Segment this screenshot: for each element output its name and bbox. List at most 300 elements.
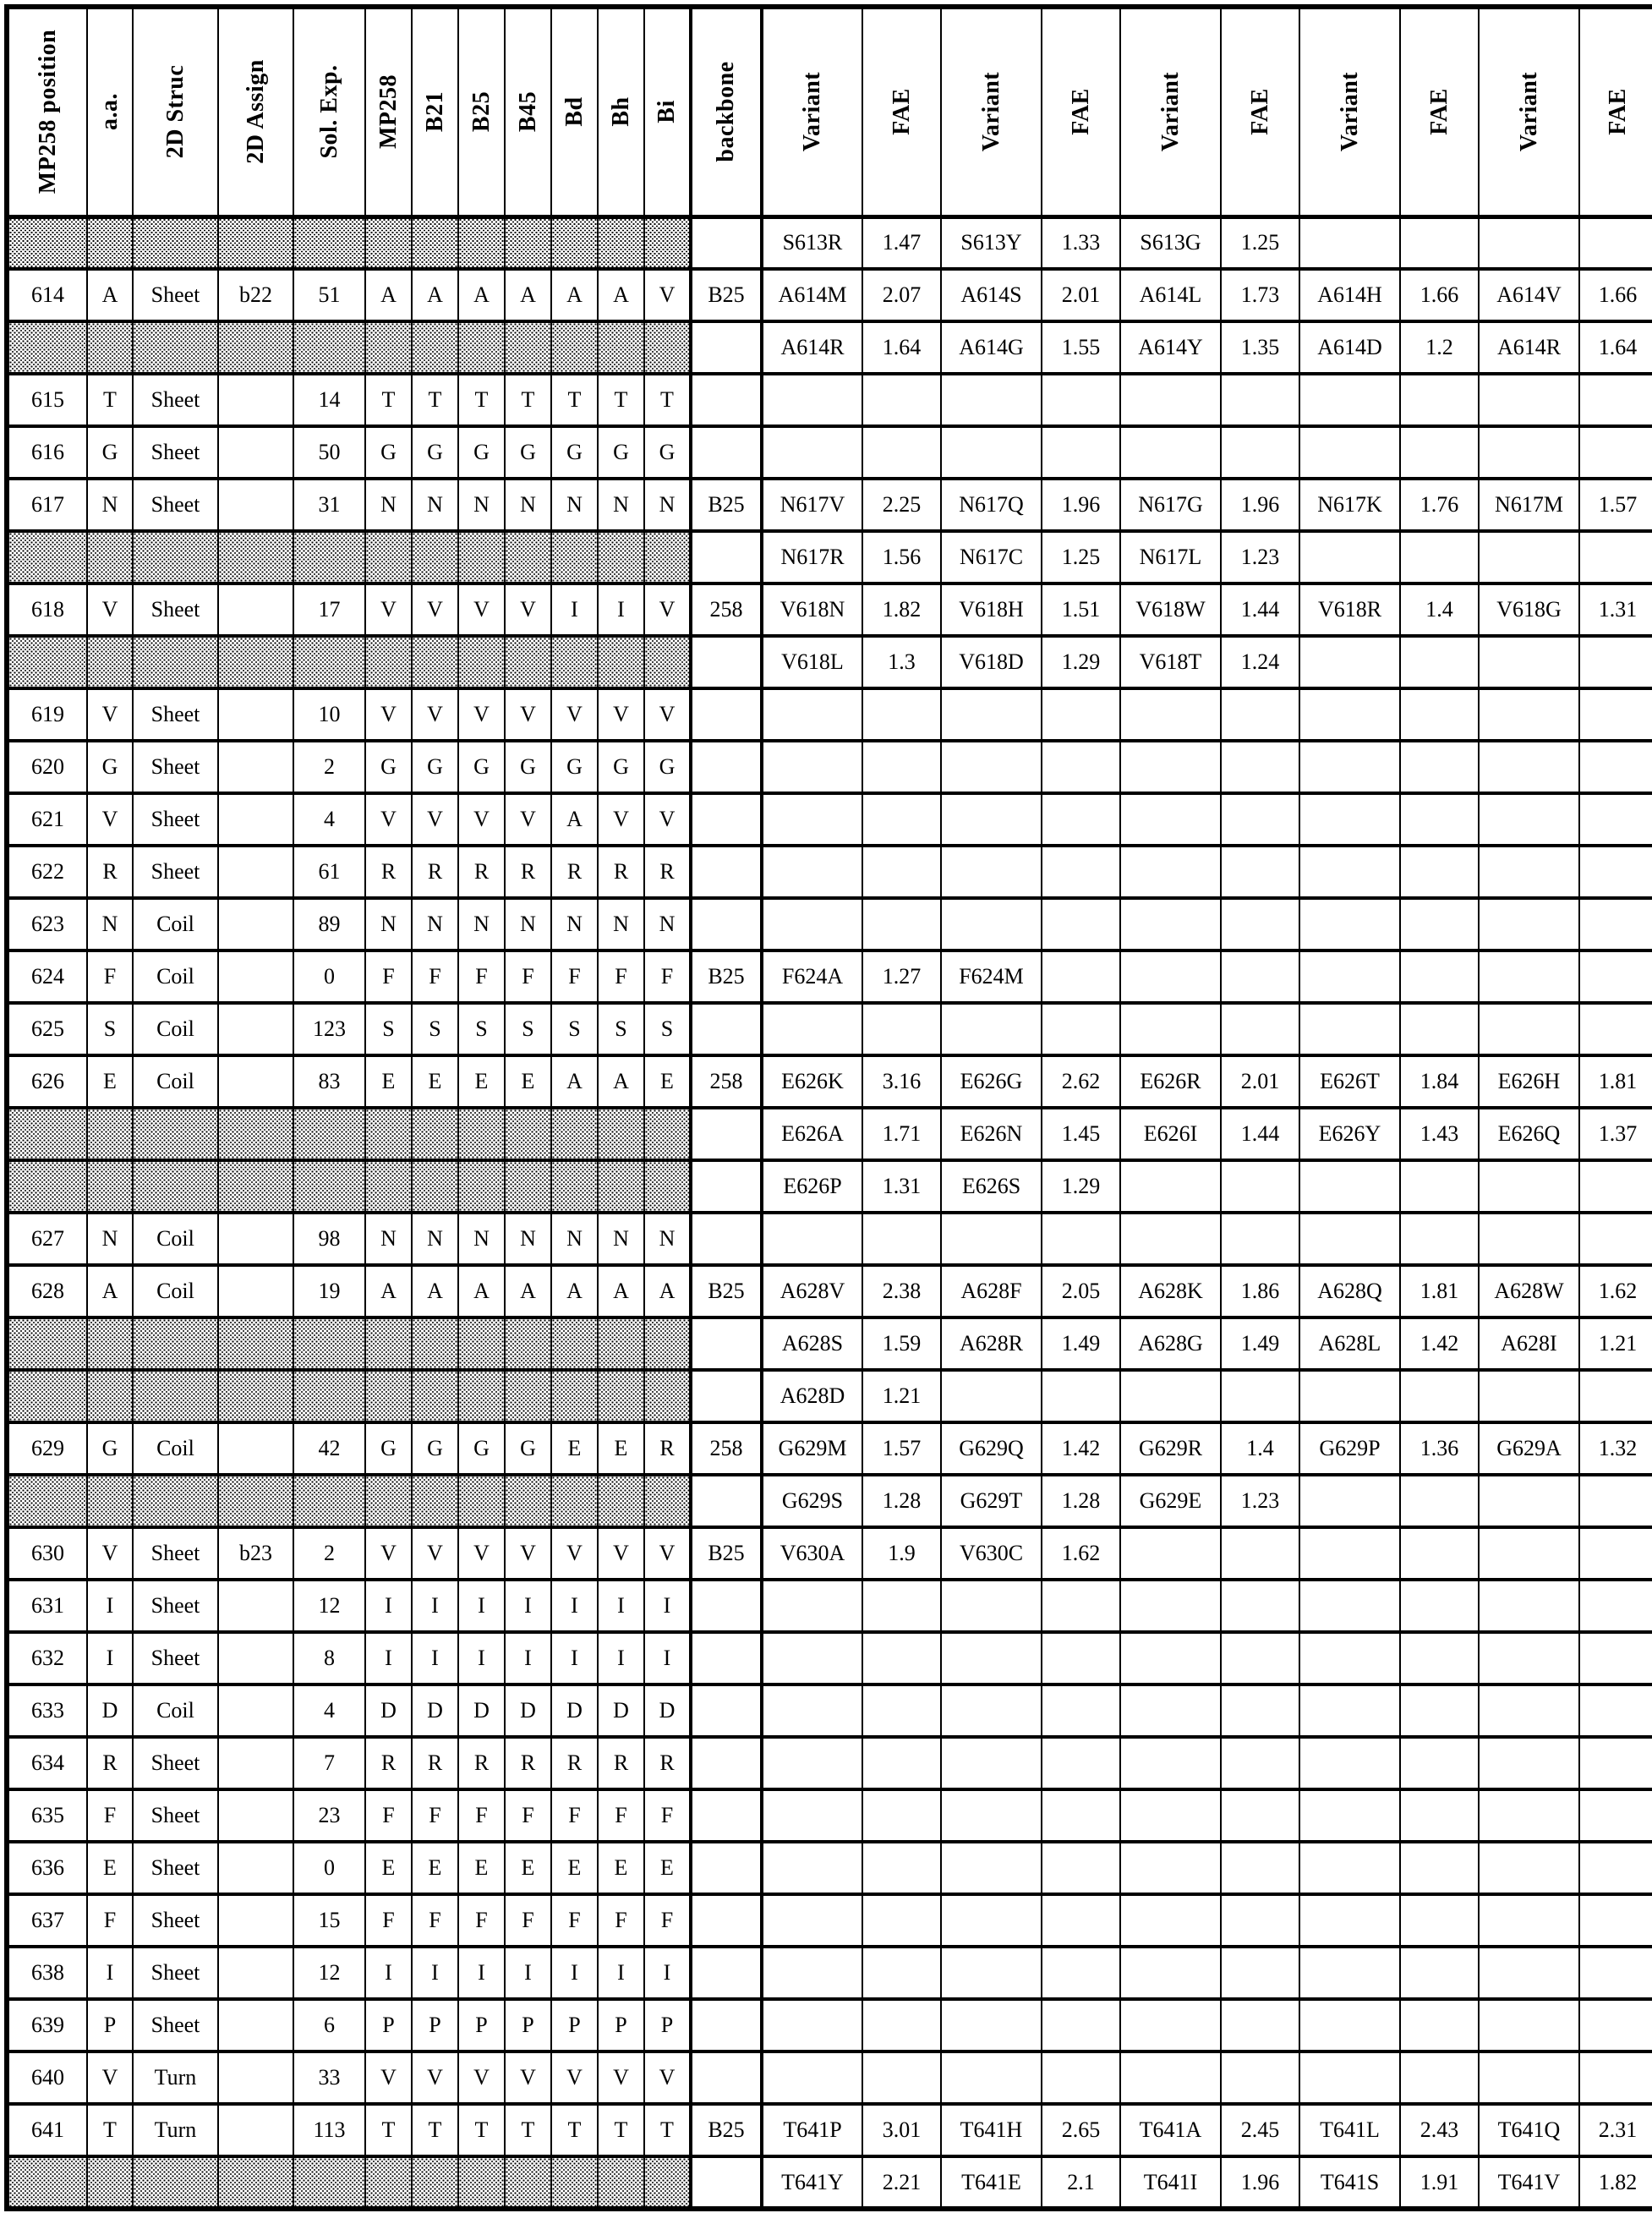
residue-bd-cell: A	[551, 1265, 598, 1317]
fae-cell	[1400, 1789, 1479, 1842]
variant-cell	[762, 1999, 862, 2051]
variant-cell: S613Y	[941, 216, 1042, 269]
position-cell: 628	[7, 1265, 87, 1317]
variant-cell	[762, 1632, 862, 1684]
fae-cell	[1042, 846, 1120, 898]
aa-cell: R	[87, 846, 133, 898]
fae-cell	[1042, 898, 1120, 950]
assign-cell	[218, 1055, 293, 1108]
residue-b25-cell: I	[458, 1580, 505, 1632]
variant-cell: N617M	[1479, 479, 1579, 531]
table-row	[7, 1003, 1652, 1055]
residue-b45-cell: V	[505, 688, 551, 741]
table-row	[7, 1737, 1652, 1789]
residue-bi-cell	[644, 321, 691, 374]
residue-b21-cell: N	[412, 898, 458, 950]
fae-cell	[862, 426, 941, 479]
residue-b25-cell: G	[458, 1422, 505, 1475]
solexp-cell	[293, 2156, 365, 2209]
fae-cell: 1.2	[1400, 321, 1479, 374]
col-header-b25	[458, 7, 505, 216]
fae-cell: 1.3	[862, 636, 941, 688]
variant-cell: N617V	[762, 479, 862, 531]
residue-bh-cell: N	[598, 479, 644, 531]
aa-cell: E	[87, 1055, 133, 1108]
assign-cell	[218, 2104, 293, 2156]
fae-cell	[1221, 793, 1299, 846]
fae-cell	[1579, 2051, 1652, 2104]
backbone-cell: 258	[691, 1055, 762, 1108]
backbone-cell	[691, 1632, 762, 1684]
residue-bd-cell: E	[551, 1422, 598, 1475]
residue-bh-cell: I	[598, 1947, 644, 1999]
residue-bi-cell	[644, 1108, 691, 1160]
fae-cell	[1400, 2051, 1479, 2104]
variant-cell	[1299, 1370, 1400, 1422]
struc-cell: Sheet	[133, 269, 218, 321]
aa-cell: S	[87, 1003, 133, 1055]
residue-mp258-cell: T	[365, 2104, 412, 2156]
backbone-cell: 258	[691, 583, 762, 636]
variant-cell	[1299, 898, 1400, 950]
fae-cell: 1.23	[1221, 1475, 1299, 1527]
position-cell	[7, 1160, 87, 1213]
variant-cell: N617Q	[941, 479, 1042, 531]
fae-cell	[1579, 216, 1652, 269]
residue-bi-cell: N	[644, 1213, 691, 1265]
residue-bd-cell	[551, 2156, 598, 2209]
variant-cell	[941, 688, 1042, 741]
backbone-cell	[691, 1789, 762, 1842]
variant-cell	[1120, 1580, 1221, 1632]
table-row	[7, 1422, 1652, 1475]
fae-cell: 1.57	[1579, 479, 1652, 531]
solexp-cell	[293, 531, 365, 583]
assign-cell	[218, 898, 293, 950]
variant-cell: A628F	[941, 1265, 1042, 1317]
fae-cell	[1400, 374, 1479, 426]
fae-cell	[1221, 1894, 1299, 1947]
fae-cell	[1579, 636, 1652, 688]
variant-cell	[762, 1003, 862, 1055]
fae-cell: 1.23	[1221, 531, 1299, 583]
aa-cell	[87, 636, 133, 688]
variant-cell	[1120, 741, 1221, 793]
struc-cell: Sheet	[133, 846, 218, 898]
aa-cell	[87, 321, 133, 374]
fae-cell	[1221, 1842, 1299, 1894]
residue-b45-cell	[505, 2156, 551, 2209]
residue-b21-cell: R	[412, 1737, 458, 1789]
variant-cell	[941, 1213, 1042, 1265]
fae-cell	[1042, 1370, 1120, 1422]
struc-cell: Turn	[133, 2051, 218, 2104]
residue-bh-cell	[598, 636, 644, 688]
variant-cell	[1479, 1370, 1579, 1422]
residue-bi-cell: V	[644, 688, 691, 741]
residue-b45-cell: A	[505, 269, 551, 321]
col-header-label: 2D Assign	[242, 59, 269, 165]
position-cell: 638	[7, 1947, 87, 1999]
fae-cell	[1400, 1370, 1479, 1422]
fae-cell: 1.33	[1042, 216, 1120, 269]
aa-cell: T	[87, 374, 133, 426]
residue-b25-cell: V	[458, 793, 505, 846]
residue-mp258-cell: R	[365, 1737, 412, 1789]
residue-mp258-cell: G	[365, 426, 412, 479]
fae-cell	[1400, 1213, 1479, 1265]
variant-cell: A614D	[1299, 321, 1400, 374]
assign-cell	[218, 1947, 293, 1999]
table-row	[7, 2104, 1652, 2156]
residue-bd-cell: N	[551, 1213, 598, 1265]
aa-cell: N	[87, 1213, 133, 1265]
aa-cell	[87, 1475, 133, 1527]
residue-bi-cell: E	[644, 1055, 691, 1108]
fae-cell	[1042, 426, 1120, 479]
position-cell: 619	[7, 688, 87, 741]
solexp-cell	[293, 321, 365, 374]
variant-cell	[941, 1842, 1042, 1894]
variant-cell: E626Y	[1299, 1108, 1400, 1160]
table-row	[7, 2051, 1652, 2104]
position-cell	[7, 531, 87, 583]
aa-cell	[87, 1108, 133, 1160]
solexp-cell	[293, 636, 365, 688]
fae-cell	[1579, 1789, 1652, 1842]
variant-cell	[941, 1003, 1042, 1055]
residue-mp258-cell: I	[365, 1632, 412, 1684]
struc-cell	[133, 1108, 218, 1160]
col-header-aa	[87, 7, 133, 216]
fae-cell	[1579, 1213, 1652, 1265]
col-header-label: Variant	[1515, 72, 1542, 152]
fae-cell	[1400, 1632, 1479, 1684]
residue-bd-cell: F	[551, 950, 598, 1003]
variant-cell	[941, 1999, 1042, 2051]
variant-cell	[1479, 1947, 1579, 1999]
solexp-cell: 10	[293, 688, 365, 741]
assign-cell	[218, 426, 293, 479]
fae-cell: 1.66	[1579, 269, 1652, 321]
fae-cell	[1221, 950, 1299, 1003]
residue-b45-cell: F	[505, 1789, 551, 1842]
residue-b21-cell: S	[412, 1003, 458, 1055]
backbone-cell	[691, 1370, 762, 1422]
assign-cell	[218, 374, 293, 426]
residue-b25-cell: R	[458, 1737, 505, 1789]
variant-cell	[1479, 741, 1579, 793]
variant-cell	[1120, 1527, 1221, 1580]
struc-cell	[133, 636, 218, 688]
solexp-cell: 12	[293, 1580, 365, 1632]
fae-cell: 1.71	[862, 1108, 941, 1160]
col-header-label: B21	[421, 91, 448, 133]
variant-cell	[1120, 374, 1221, 426]
variant-cell: V618N	[762, 583, 862, 636]
variant-cell	[941, 1789, 1042, 1842]
variant-cell: V630A	[762, 1527, 862, 1580]
residue-b25-cell: A	[458, 1265, 505, 1317]
residue-b45-cell: S	[505, 1003, 551, 1055]
aa-cell	[87, 1370, 133, 1422]
variant-cell	[1120, 1894, 1221, 1947]
fae-cell	[1579, 1737, 1652, 1789]
aa-cell: V	[87, 583, 133, 636]
position-cell: 622	[7, 846, 87, 898]
solexp-cell: 17	[293, 583, 365, 636]
fae-cell	[1579, 1632, 1652, 1684]
fae-cell	[1221, 898, 1299, 950]
variant-cell	[1120, 1842, 1221, 1894]
residue-b45-cell: D	[505, 1684, 551, 1737]
fae-cell: 1.57	[862, 1422, 941, 1475]
variant-cell	[1479, 688, 1579, 741]
fae-cell	[1042, 1684, 1120, 1737]
solexp-cell	[293, 1370, 365, 1422]
col-header-bi	[644, 7, 691, 216]
residue-mp258-cell: E	[365, 1842, 412, 1894]
variant-cell: E626A	[762, 1108, 862, 1160]
residue-mp258-cell: V	[365, 688, 412, 741]
residue-b25-cell: G	[458, 426, 505, 479]
residue-bh-cell: T	[598, 374, 644, 426]
aa-cell: F	[87, 1894, 133, 1947]
residue-bd-cell: N	[551, 898, 598, 950]
variant-cell: V630C	[941, 1527, 1042, 1580]
solexp-cell: 89	[293, 898, 365, 950]
position-cell: 631	[7, 1580, 87, 1632]
variant-cell	[941, 846, 1042, 898]
fae-cell: 1.28	[862, 1475, 941, 1527]
fae-cell	[1221, 1370, 1299, 1422]
fae-cell: 1.62	[1579, 1265, 1652, 1317]
variant-cell: N617G	[1120, 479, 1221, 531]
struc-cell: Coil	[133, 1003, 218, 1055]
residue-b21-cell	[412, 216, 458, 269]
backbone-cell	[691, 741, 762, 793]
residue-b21-cell	[412, 1317, 458, 1370]
solexp-cell: 42	[293, 1422, 365, 1475]
col-header-fae-4	[1400, 7, 1479, 216]
variant-cell: N617L	[1120, 531, 1221, 583]
residue-bi-cell: F	[644, 1894, 691, 1947]
fae-cell	[1579, 1527, 1652, 1580]
solexp-cell: 113	[293, 2104, 365, 2156]
struc-cell	[133, 1317, 218, 1370]
variant-cell	[1120, 846, 1221, 898]
variant-cell: E626H	[1479, 1055, 1579, 1108]
residue-bi-cell	[644, 1317, 691, 1370]
variant-cell: E626I	[1120, 1108, 1221, 1160]
residue-b21-cell: I	[412, 1947, 458, 1999]
variant-cell	[1479, 1475, 1579, 1527]
variant-cell: G629M	[762, 1422, 862, 1475]
fae-cell	[1042, 688, 1120, 741]
fae-cell: 1.44	[1221, 583, 1299, 636]
assign-cell	[218, 1265, 293, 1317]
backbone-cell: B25	[691, 2104, 762, 2156]
fae-cell	[1579, 1684, 1652, 1737]
continuation-row	[7, 1475, 1652, 1527]
variant-cell	[1120, 1999, 1221, 2051]
residue-b21-cell: T	[412, 2104, 458, 2156]
assign-cell	[218, 1475, 293, 1527]
variant-cell	[762, 1789, 862, 1842]
variant-cell	[1299, 1632, 1400, 1684]
residue-b45-cell: V	[505, 583, 551, 636]
table-row	[7, 1265, 1652, 1317]
fae-cell	[1221, 374, 1299, 426]
residue-bd-cell: R	[551, 1737, 598, 1789]
residue-bh-cell: A	[598, 269, 644, 321]
residue-bh-cell: E	[598, 1422, 644, 1475]
residue-b45-cell	[505, 531, 551, 583]
variant-cell	[1299, 2051, 1400, 2104]
variant-cell	[1120, 1737, 1221, 1789]
residue-bh-cell: V	[598, 688, 644, 741]
position-cell	[7, 1475, 87, 1527]
struc-cell: Sheet	[133, 1842, 218, 1894]
fae-cell: 1.42	[1400, 1317, 1479, 1370]
fae-cell	[1221, 2051, 1299, 2104]
col-header-variant-1	[762, 7, 862, 216]
variant-cell	[941, 1580, 1042, 1632]
residue-bh-cell: V	[598, 2051, 644, 2104]
residue-bh-cell: A	[598, 1055, 644, 1108]
variant-cell	[1479, 2051, 1579, 2104]
fae-cell	[1400, 793, 1479, 846]
table-row	[7, 1684, 1652, 1737]
residue-b45-cell	[505, 1160, 551, 1213]
residue-b45-cell: P	[505, 1999, 551, 2051]
col-header-bd	[551, 7, 598, 216]
col-header-label: Variant	[1336, 72, 1363, 152]
aa-cell: F	[87, 1789, 133, 1842]
table-row	[7, 688, 1652, 741]
assign-cell	[218, 1370, 293, 1422]
residue-bd-cell: P	[551, 1999, 598, 2051]
residue-mp258-cell: F	[365, 950, 412, 1003]
variant-cell	[941, 1737, 1042, 1789]
residue-mp258-cell: A	[365, 269, 412, 321]
fae-cell: 1.43	[1400, 1108, 1479, 1160]
variant-cell: A614S	[941, 269, 1042, 321]
residue-bd-cell	[551, 636, 598, 688]
residue-mp258-cell: V	[365, 1527, 412, 1580]
variant-cell	[1299, 846, 1400, 898]
assign-cell	[218, 583, 293, 636]
variant-cell: V618G	[1479, 583, 1579, 636]
residue-b45-cell: G	[505, 1422, 551, 1475]
residue-mp258-cell: N	[365, 479, 412, 531]
residue-bd-cell: D	[551, 1684, 598, 1737]
variant-cell	[1479, 426, 1579, 479]
variant-cell	[1120, 950, 1221, 1003]
fae-cell	[1400, 741, 1479, 793]
residue-b25-cell: T	[458, 374, 505, 426]
col-header-label: FAE	[1425, 88, 1452, 135]
residue-bh-cell	[598, 321, 644, 374]
fae-cell	[1400, 846, 1479, 898]
residue-b25-cell: V	[458, 688, 505, 741]
col-header-fae-2	[1042, 7, 1120, 216]
fae-cell: 1.66	[1400, 269, 1479, 321]
residue-b25-cell: V	[458, 2051, 505, 2104]
solexp-cell: 12	[293, 1947, 365, 1999]
residue-bd-cell: G	[551, 426, 598, 479]
variant-cell: G629P	[1299, 1422, 1400, 1475]
table-row	[7, 583, 1652, 636]
assign-cell	[218, 1842, 293, 1894]
variant-cell: A628L	[1299, 1317, 1400, 1370]
variant-cell	[1299, 1947, 1400, 1999]
variant-cell: E626Q	[1479, 1108, 1579, 1160]
variant-cell	[1299, 950, 1400, 1003]
fae-cell	[1221, 1527, 1299, 1580]
fae-cell	[862, 898, 941, 950]
aa-cell: T	[87, 2104, 133, 2156]
backbone-cell	[691, 1842, 762, 1894]
fae-cell	[1042, 1947, 1120, 1999]
residue-bi-cell: T	[644, 2104, 691, 2156]
residue-b45-cell: T	[505, 374, 551, 426]
variant-cell: G629R	[1120, 1422, 1221, 1475]
solexp-cell: 98	[293, 1213, 365, 1265]
solexp-cell	[293, 1317, 365, 1370]
fae-cell	[862, 1737, 941, 1789]
residue-mp258-cell: N	[365, 898, 412, 950]
residue-bi-cell: R	[644, 846, 691, 898]
fae-cell: 1.62	[1042, 1527, 1120, 1580]
residue-bh-cell: T	[598, 2104, 644, 2156]
table-row	[7, 1789, 1652, 1842]
fae-cell: 1.28	[1042, 1475, 1120, 1527]
backbone-cell: B25	[691, 479, 762, 531]
residue-b21-cell: V	[412, 2051, 458, 2104]
fae-cell: 1.35	[1221, 321, 1299, 374]
residue-bd-cell: I	[551, 1632, 598, 1684]
solexp-cell: 14	[293, 374, 365, 426]
variant-cell: A614V	[1479, 269, 1579, 321]
residue-bd-cell	[551, 531, 598, 583]
residue-bi-cell: N	[644, 898, 691, 950]
variant-cell	[1299, 1213, 1400, 1265]
residue-bh-cell	[598, 216, 644, 269]
fae-cell	[1221, 741, 1299, 793]
residue-b25-cell	[458, 2156, 505, 2209]
fae-cell	[1579, 1842, 1652, 1894]
residue-b25-cell: N	[458, 898, 505, 950]
assign-cell	[218, 531, 293, 583]
fae-cell: 1.42	[1042, 1422, 1120, 1475]
struc-cell: Sheet	[133, 1737, 218, 1789]
fae-cell: 2.1	[1042, 2156, 1120, 2209]
aa-cell: G	[87, 741, 133, 793]
residue-b25-cell: E	[458, 1055, 505, 1108]
backbone-cell	[691, 636, 762, 688]
fae-cell	[1400, 216, 1479, 269]
struc-cell: Sheet	[133, 1947, 218, 1999]
col-header-label: Variant	[977, 72, 1004, 152]
fae-cell	[1042, 741, 1120, 793]
col-header-sol-exp	[293, 7, 365, 216]
variant-cell: T641L	[1299, 2104, 1400, 2156]
residue-mp258-cell: D	[365, 1684, 412, 1737]
residue-bi-cell: I	[644, 1580, 691, 1632]
fae-cell	[1400, 1684, 1479, 1737]
variant-cell	[1479, 216, 1579, 269]
